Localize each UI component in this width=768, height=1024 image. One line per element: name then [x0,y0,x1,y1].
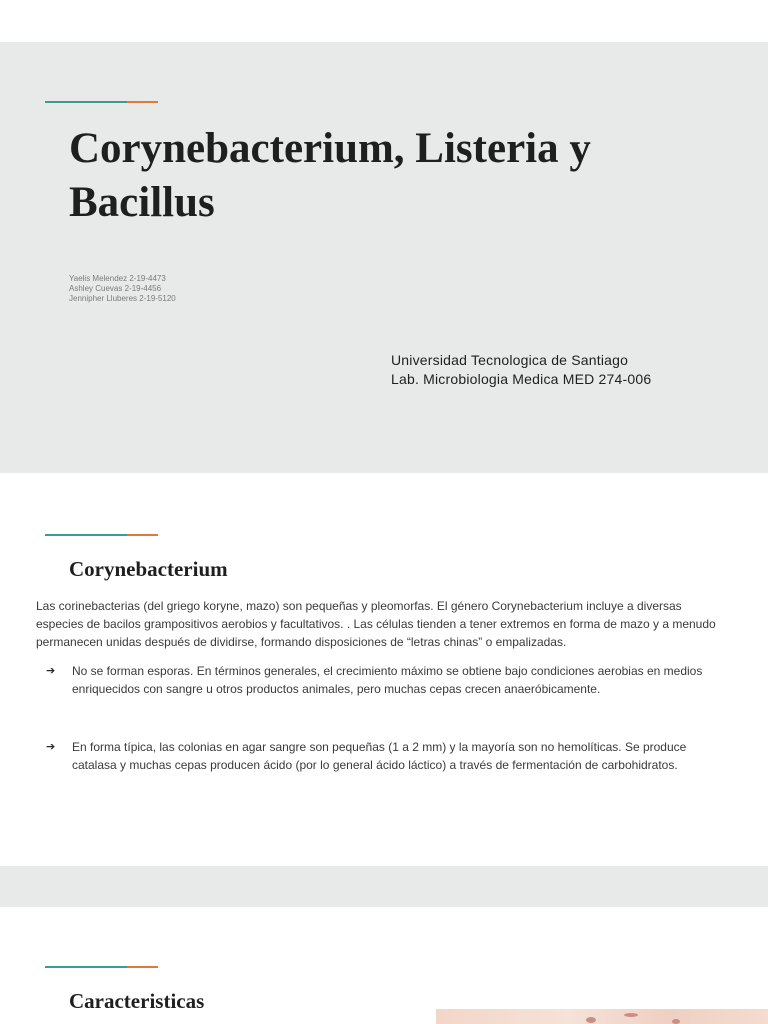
course-name: Lab. Microbiologia Medica MED 274-006 [391,371,652,387]
section-heading: Caracteristicas [69,989,205,1013]
arrow-right-icon: ➔ [46,665,56,677]
author-name: Yaelis Melendez 2-19-4473 [69,274,166,283]
author-name: Jennipher Lluberes 2-19-5120 [69,294,176,303]
presentation-title: Corynebacterium, Listeria y Bacillus [69,125,591,226]
author-name: Ashley Cuevas 2-19-4456 [69,284,162,293]
intro-paragraph: Las corinebacterias (del griego koryne, mazo) son pequeñas y pleomorfas. El género Corynebacterium incluye a diversas especies de bacilos grampositivos aerobios y facultativos. . Las células tienden a tener extremos en forma de mazo y a menudo permanecen unidas después de dividirse, formando disposiciones de “letras chinas” o empalizadas. [36,599,716,649]
slide-separator-band [0,866,768,907]
institution-block [391,351,651,389]
section-heading: Corynebacterium [69,557,228,581]
section-accent-line [45,534,158,536]
bullet-text: No se forman esporas. En términos generales, el crecimiento máximo se obtiene bajo condiciones aerobias en medios enriquecidos con sangre u otros productos animales, pero muchas cepas crecen anaeróbicamente. [72,664,703,696]
university-name: Universidad Tecnologica de Santiago [391,352,629,368]
arrow-right-icon: ➔ [46,741,56,753]
bullet-text: En forma típica, las colonias en agar sangre son pequeñas (1 a 2 mm) y la mayoría son no hemolíticas. Se produce catalasa y muchas cepas producen ácido (por lo general ácido láctico) a través de fermentación de carbohidratos. [72,740,687,772]
title-slide-background [0,42,768,473]
section-accent-line [45,966,158,968]
author-list [69,274,176,304]
title-accent-line [45,101,158,103]
microscopy-image [436,1009,768,1024]
